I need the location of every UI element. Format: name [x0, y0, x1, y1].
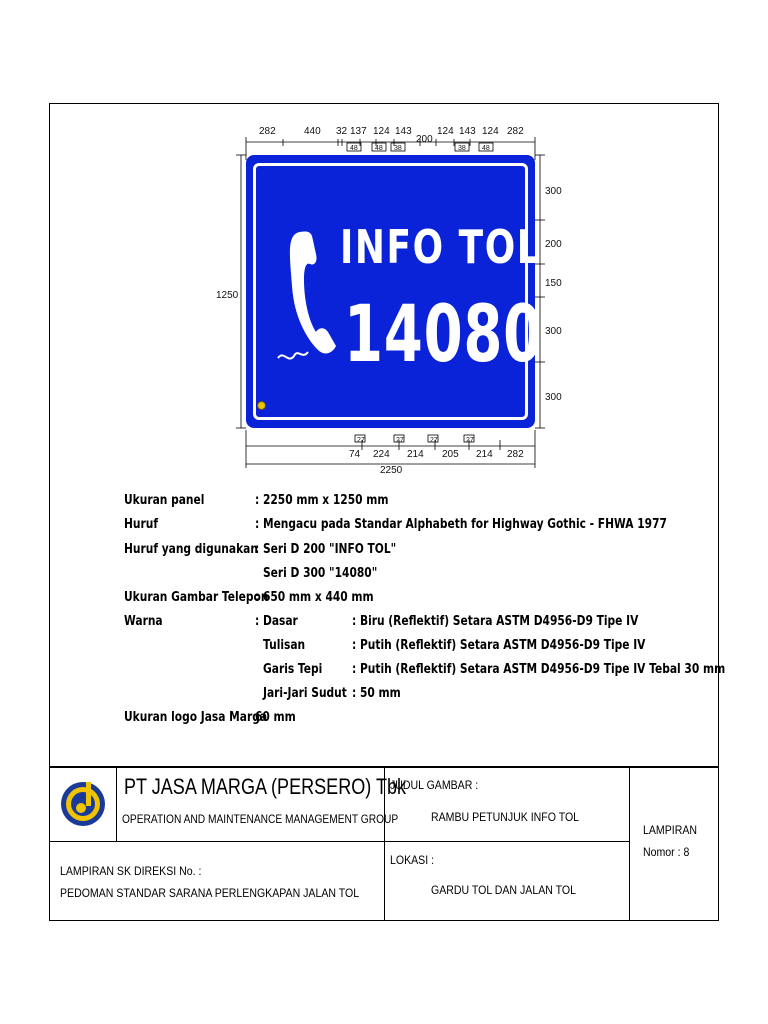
spec-label-logo: Ukuran logo Jasa Marga: [124, 710, 268, 725]
spec-label-huruf: Huruf: [124, 517, 159, 532]
dim-top-small-2: 48: [375, 145, 383, 152]
dim-right-1: 300: [545, 186, 562, 197]
dim-top-6: 143: [395, 126, 412, 137]
spec-label-telepon: Ukuran Gambar Telepon: [124, 590, 269, 605]
spec-dasar-value: : Biru (Reflektif) Setara ASTM D4956-D9 Tipe IV: [352, 614, 639, 629]
dim-bottom-3: 214: [407, 449, 424, 460]
spec-value-warna-dasar: : Dasar: [255, 614, 298, 629]
group-name: OPERATION AND MAINTENANCE MANAGEMENT GROUP: [122, 812, 399, 826]
spec-label-tulisan: Tulisan: [263, 638, 306, 653]
sign-title: INFO TOL: [340, 220, 542, 274]
dim-top-10: 124: [482, 126, 499, 137]
lokasi-label: LOKASI :: [390, 853, 435, 867]
dim-top-3: 32: [336, 126, 348, 137]
dim-bottom-4: 205: [442, 449, 459, 460]
spec-value-tulisan: : Putih (Reflektif) Setara ASTM D4956-D9 Tipe IV: [352, 638, 646, 653]
dim-top-1: 282: [259, 126, 276, 137]
dim-bottom-small-1: 27: [357, 437, 365, 444]
spec-value-logo: 60 mm: [255, 710, 296, 725]
spec-value-huruf-digunakan: : Seri D 200 "INFO TOL": [255, 542, 397, 557]
sk-value: PEDOMAN STANDAR SARANA PERLENGKAPAN JALAN TOL: [60, 886, 360, 900]
dim-right-4: 300: [545, 326, 562, 337]
dim-right-2: 200: [545, 239, 562, 250]
spec-label-garis-tepi: Garis Tepi: [263, 662, 323, 677]
judul-value: RAMBU PETUNJUK INFO TOL: [431, 810, 580, 824]
dim-top-small-3: 38: [394, 145, 402, 152]
lampiran-nomor: Nomor : 8: [643, 845, 690, 859]
spec-label-panel: Ukuran panel: [124, 493, 205, 508]
lokasi-value: GARDU TOL DAN JALAN TOL: [431, 883, 576, 897]
lampiran-label: LAMPIRAN: [643, 823, 697, 837]
dim-bottom-1: 74: [349, 449, 361, 460]
spec-value-panel: : 2250 mm x 1250 mm: [255, 493, 389, 508]
dim-bottom-small-3: 27: [430, 437, 438, 444]
spec-value-garis-tepi: : Putih (Reflektif) Setara ASTM D4956-D9 Tipe IV Tebal 30 mm: [352, 662, 726, 677]
dim-bottom-total: 2250: [380, 465, 403, 476]
dim-right-3: 150: [545, 278, 562, 289]
dim-top-11: 282: [507, 126, 524, 137]
spec-label-jari-jari: Jari-Jari Sudut: [263, 686, 347, 701]
spec-value-huruf: : Mengacu pada Standar Alphabeth for Highway Gothic - FHWA 1977: [255, 517, 667, 532]
dim-bottom-5: 214: [476, 449, 493, 460]
dim-bottom-small-2: 27: [396, 437, 404, 444]
dim-top-2: 440: [304, 126, 321, 137]
sign-number: 14080: [344, 290, 543, 380]
dim-bottom-small-4: 27: [466, 437, 474, 444]
dim-bottom-2: 224: [373, 449, 390, 460]
judul-label: JUDUL GAMBAR :: [390, 778, 479, 792]
spec-label-warna: Warna: [124, 614, 163, 629]
spec-value-seri-d300: Seri D 300 "14080": [263, 566, 378, 581]
dim-top-small-4: 38: [458, 145, 466, 152]
dim-top-9: 143: [459, 126, 476, 137]
spec-value-telepon: : 650 mm x 440 mm: [255, 590, 374, 605]
dim-top-5: 124: [373, 126, 390, 137]
company-name: PT JASA MARGA (PERSERO) Tbk: [124, 774, 407, 799]
dim-top-small-1: 48: [350, 145, 358, 152]
dim-top-small-5: 48: [482, 145, 490, 152]
dim-top-8: 124: [437, 126, 454, 137]
spec-label-huruf-digunakan: Huruf yang digunakan: [124, 542, 258, 557]
dim-right-5: 300: [545, 392, 562, 403]
dim-top-4: 137: [350, 126, 367, 137]
dim-left: 1250: [216, 290, 239, 301]
spec-value-jari-jari: : 50 mm: [352, 686, 401, 701]
dim-bottom-6: 282: [507, 449, 524, 460]
sk-label: LAMPIRAN SK DIREKSI No. :: [60, 864, 202, 878]
dim-top-7: 200: [416, 134, 433, 145]
